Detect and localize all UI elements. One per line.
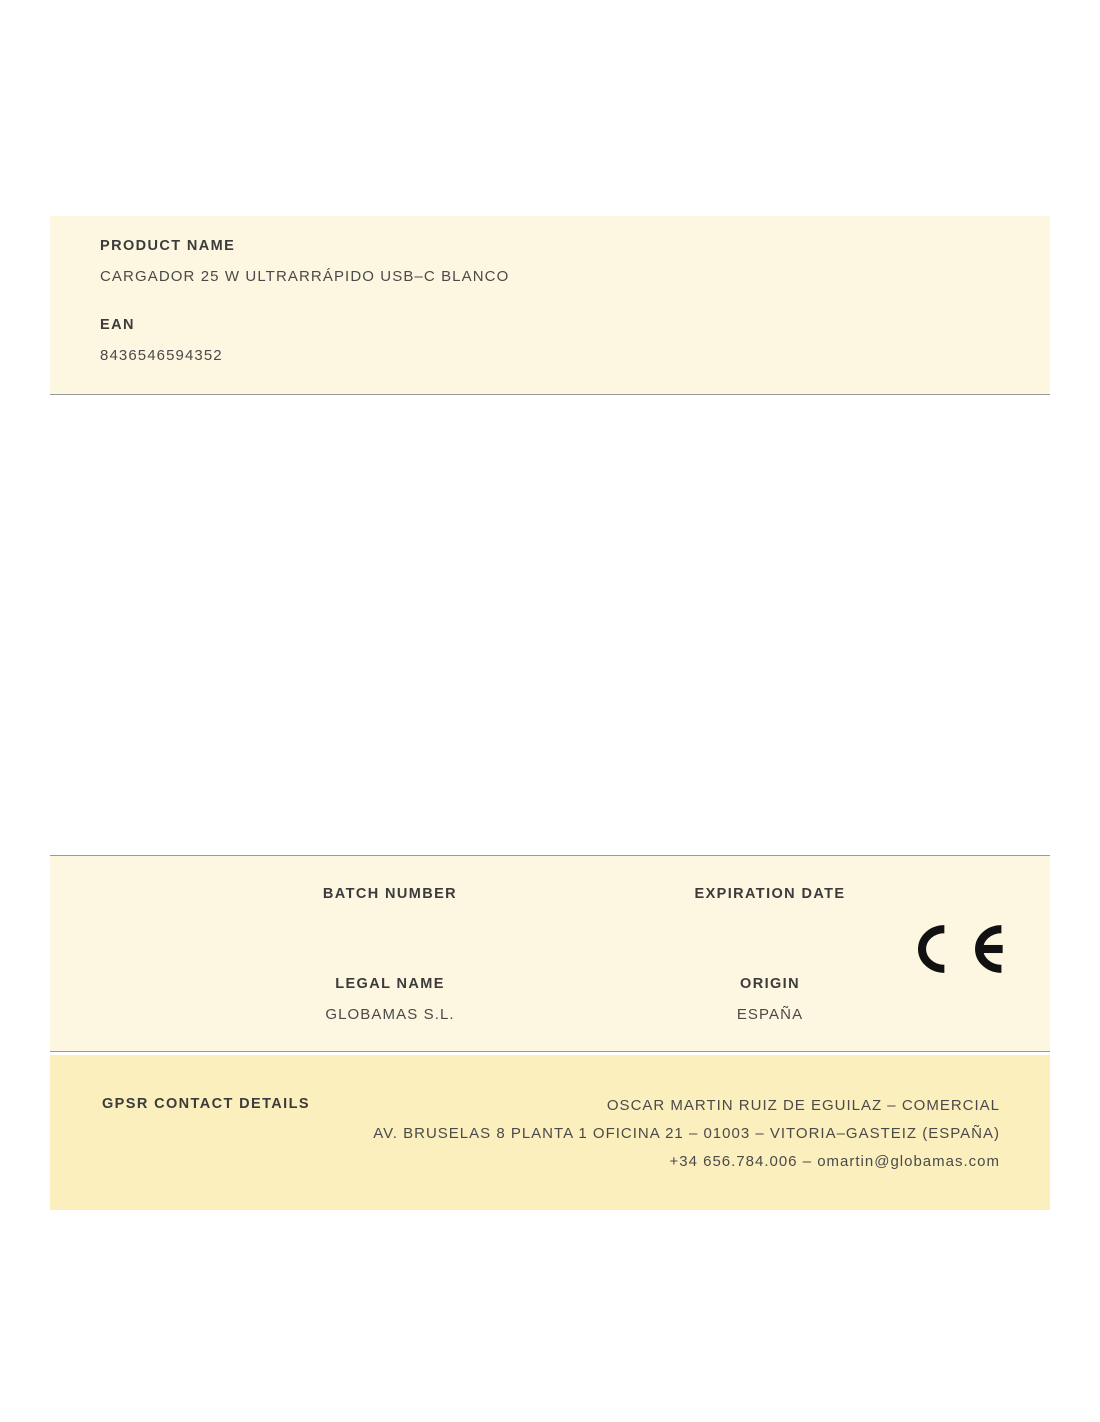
ce-marking-icon xyxy=(908,918,1008,980)
origin-label: ORIGIN xyxy=(740,976,800,992)
identification-grid xyxy=(50,856,1050,1051)
expiration-date-label: EXPIRATION DATE xyxy=(694,886,846,902)
ean-value: 8436546594352 xyxy=(100,347,223,364)
gpsr-contact-panel xyxy=(50,1055,1050,1210)
field-spacer xyxy=(100,285,1000,317)
product-name-label: PRODUCT NAME xyxy=(100,238,236,254)
legal-name-label: LEGAL NAME xyxy=(335,976,445,992)
legal-name-value: GLOBAMAS S.L. xyxy=(325,1006,455,1023)
product-name-value: CARGADOR 25 W ULTRARRÁPIDO USB–C BLANCO xyxy=(100,268,510,285)
gpsr-contact-person: OSCAR MARTIN RUIZ DE EGUILAZ – COMERCIAL xyxy=(606,1097,1000,1114)
gpsr-contact-phone-email: +34 656.784.006 – omartin@globamas.com xyxy=(669,1153,1000,1170)
origin-value: ESPAÑA xyxy=(736,1006,804,1023)
ean-label: EAN xyxy=(100,317,135,333)
identification-panel xyxy=(50,855,1050,1052)
gpsr-contact-label: GPSR CONTACT DETAILS xyxy=(102,1096,310,1112)
product-info-panel xyxy=(50,216,1050,395)
gpsr-contact-address: AV. BRUSELAS 8 PLANTA 1 OFICINA 21 – 01003 – VITORIA–GASTEIZ (ESPAÑA) xyxy=(373,1125,1000,1142)
gpsr-contact-details xyxy=(373,1092,1000,1176)
batch-number-label: BATCH NUMBER xyxy=(322,886,458,902)
